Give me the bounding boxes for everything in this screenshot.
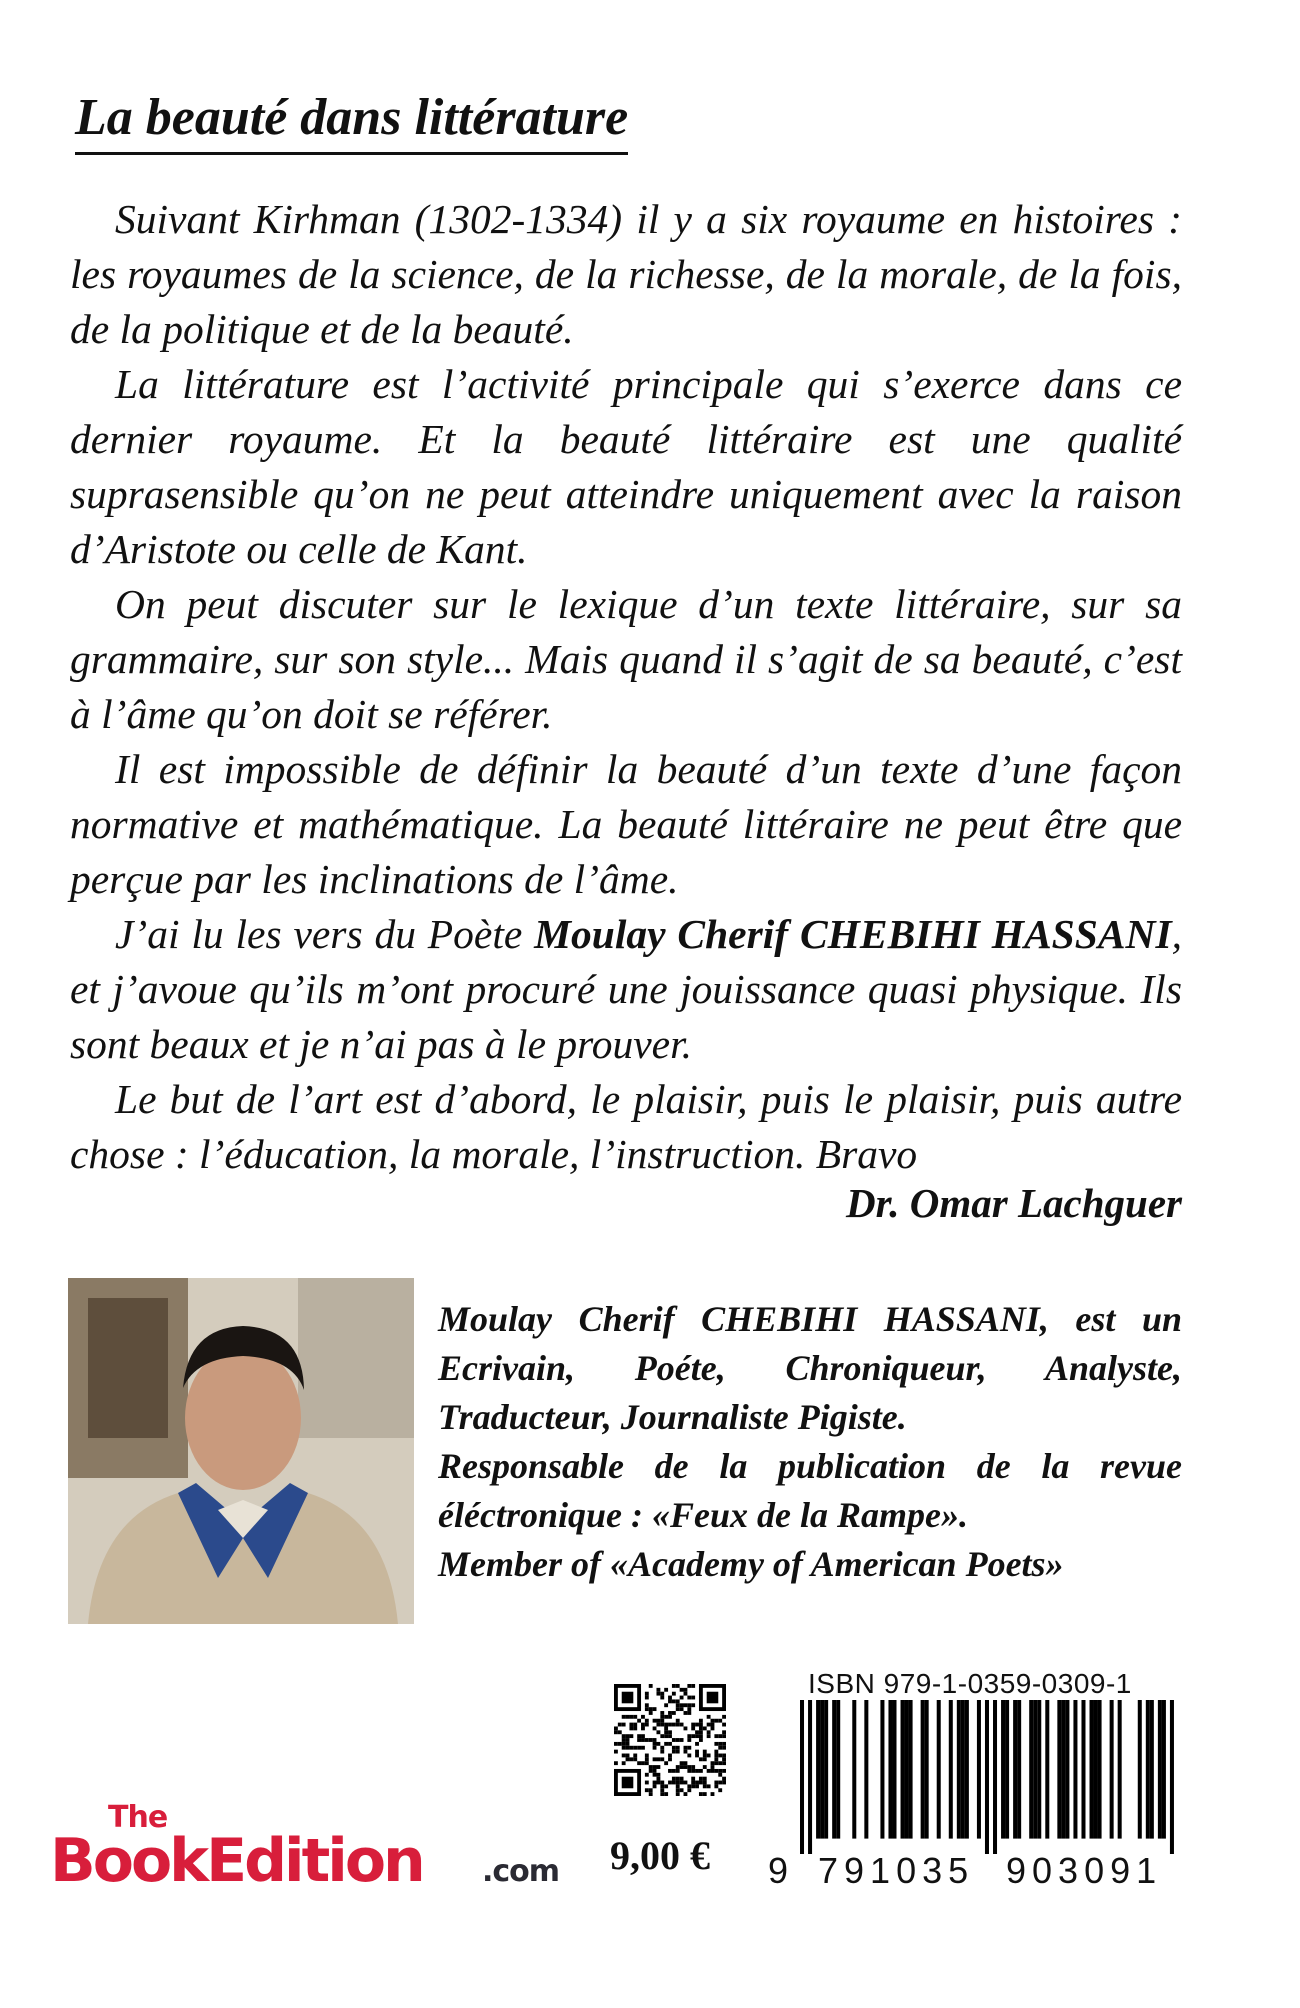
barcode-bar [1138, 1700, 1142, 1839]
barcode-bar [816, 1700, 820, 1839]
barcode-bar [1065, 1700, 1069, 1839]
bio-line: Member of «Academy of American Poets» [438, 1544, 1064, 1584]
paragraph: Le but de l’art est d’abord, le plaisir, puis le plaisir, puis autre chose : l’éducation, la morale, l’instruction. Bravo [70, 1076, 1182, 1177]
barcode-bar [1037, 1700, 1041, 1839]
barcode-bar [1118, 1700, 1122, 1839]
barcode-bar [1158, 1700, 1162, 1839]
barcode-bar [1110, 1700, 1114, 1839]
barcode-bar [1029, 1700, 1033, 1839]
page-title: La beauté dans littérature [75, 88, 628, 155]
barcode-bar [957, 1700, 961, 1839]
barcode-bar [1090, 1700, 1094, 1839]
paragraph: Suivant Kirhman (1302-1334) il y a six royaume en histoires : les royaumes de la science, de la richesse, de la morale, de la fois, de la politique et de la beauté. [70, 196, 1182, 352]
barcode-bar [1045, 1700, 1049, 1839]
barcode-bar [864, 1700, 868, 1839]
price: 9,00 € [610, 1833, 710, 1878]
barcode-bar [836, 1700, 840, 1839]
bio-line: Responsable de la publication de la revue éléctronique : «Feux de la Rampe». [438, 1446, 1182, 1535]
author-photo [68, 1278, 414, 1624]
barcode-bar [888, 1700, 892, 1839]
barcode-bar [832, 1700, 836, 1839]
paragraph [70, 907, 1182, 1072]
barcode-bar [1005, 1700, 1009, 1839]
barcode-bar [1094, 1700, 1098, 1839]
paragraph: La littérature est l’activité principale qui s’exerce dans ce dernier royaume. Et la beauté littéraire est une qualité suprasensible qu’on ne peut atteindre uniquement avec la raison d’Aristote ou celle de Kant. [70, 361, 1182, 572]
logo-the: The [108, 1800, 168, 1835]
isbn-barcode-icon [800, 1700, 1182, 1854]
barcode-bar [961, 1700, 965, 1839]
barcode-bar [993, 1700, 997, 1854]
barcode-bar [925, 1700, 929, 1839]
barcode-bar [1057, 1700, 1061, 1839]
barcode-bar [1001, 1700, 1005, 1839]
publisher-logo [50, 1800, 570, 1910]
barcode-bar [1073, 1700, 1077, 1839]
barcode-bar [800, 1700, 804, 1854]
isbn-label: ISBN 979-1-0359-0309-1 [808, 1668, 1132, 1699]
barcode-bar [1098, 1700, 1102, 1839]
barcode-bar [820, 1700, 824, 1839]
ean-left-group: 791035 [818, 1850, 975, 1891]
author-bio [438, 1295, 1182, 1589]
logo-main: BookEdition [50, 1826, 423, 1896]
barcode-bar [1081, 1700, 1085, 1839]
signature: Dr. Omar Lachguer [845, 1180, 1182, 1226]
logo-domain: .com [482, 1854, 560, 1889]
barcode-bar [824, 1700, 828, 1839]
barcode-bar [909, 1700, 913, 1839]
paragraph: Il est impossible de définir la beauté d’un texte d’une façon normative et mathématique. La beauté littéraire ne peut être que perçue par les inclinations de l’âme. [70, 746, 1182, 902]
barcode-bar [977, 1700, 981, 1839]
author-portrait-photo [68, 1278, 414, 1624]
barcode-bar [965, 1700, 969, 1839]
barcode-bar [1150, 1700, 1154, 1839]
barcode-bar [1146, 1700, 1150, 1839]
barcode-bar [892, 1700, 896, 1839]
barcode-bar [880, 1700, 884, 1839]
paragraph: On peut discuter sur le lexique d’un texte littéraire, sur sa grammaire, sur son style... Mais quand il s’agit de sa beauté, c’est à l’âme qu’on doit se référer. [70, 581, 1182, 737]
barcode-bar [949, 1700, 953, 1839]
barcode-bar [1162, 1700, 1166, 1839]
barcode-bar [808, 1700, 812, 1854]
barcode-bar [852, 1700, 856, 1839]
barcode-bar [1170, 1700, 1174, 1854]
ean-first-digit: 9 [768, 1850, 795, 1891]
barcode-bar [921, 1700, 925, 1839]
barcode-bar [985, 1700, 989, 1854]
barcode-bar [937, 1700, 941, 1839]
preface-text [70, 192, 1182, 1182]
ean-right-group: 903091 [1006, 1850, 1163, 1891]
qr-code-icon [614, 1684, 726, 1796]
ean-digits [768, 1850, 1188, 1892]
poet-name: Moulay Cherif CHEBIHI HASSANI [534, 911, 1172, 957]
bio-line: Moulay Cherif CHEBIHI HASSANI, est un Ecrivain, Poéte, Chroniqueur, Analyste, Traducteur, Journaliste Pigiste. [438, 1299, 1182, 1437]
barcode-bar [1017, 1700, 1021, 1839]
paragraph-text: J’ai lu les vers du Poète [115, 911, 535, 957]
barcode-bar [1013, 1700, 1017, 1839]
paragraph-text: , et j’avoue qu’ils m’ont procuré une jouissance quasi physique. Ils sont beaux et je n’ai pas à le prouver. [70, 911, 1182, 1067]
barcode-bar [901, 1700, 905, 1839]
barcode-bar [905, 1700, 909, 1839]
barcode-bar [1033, 1700, 1037, 1839]
barcode-bar [1061, 1700, 1065, 1839]
